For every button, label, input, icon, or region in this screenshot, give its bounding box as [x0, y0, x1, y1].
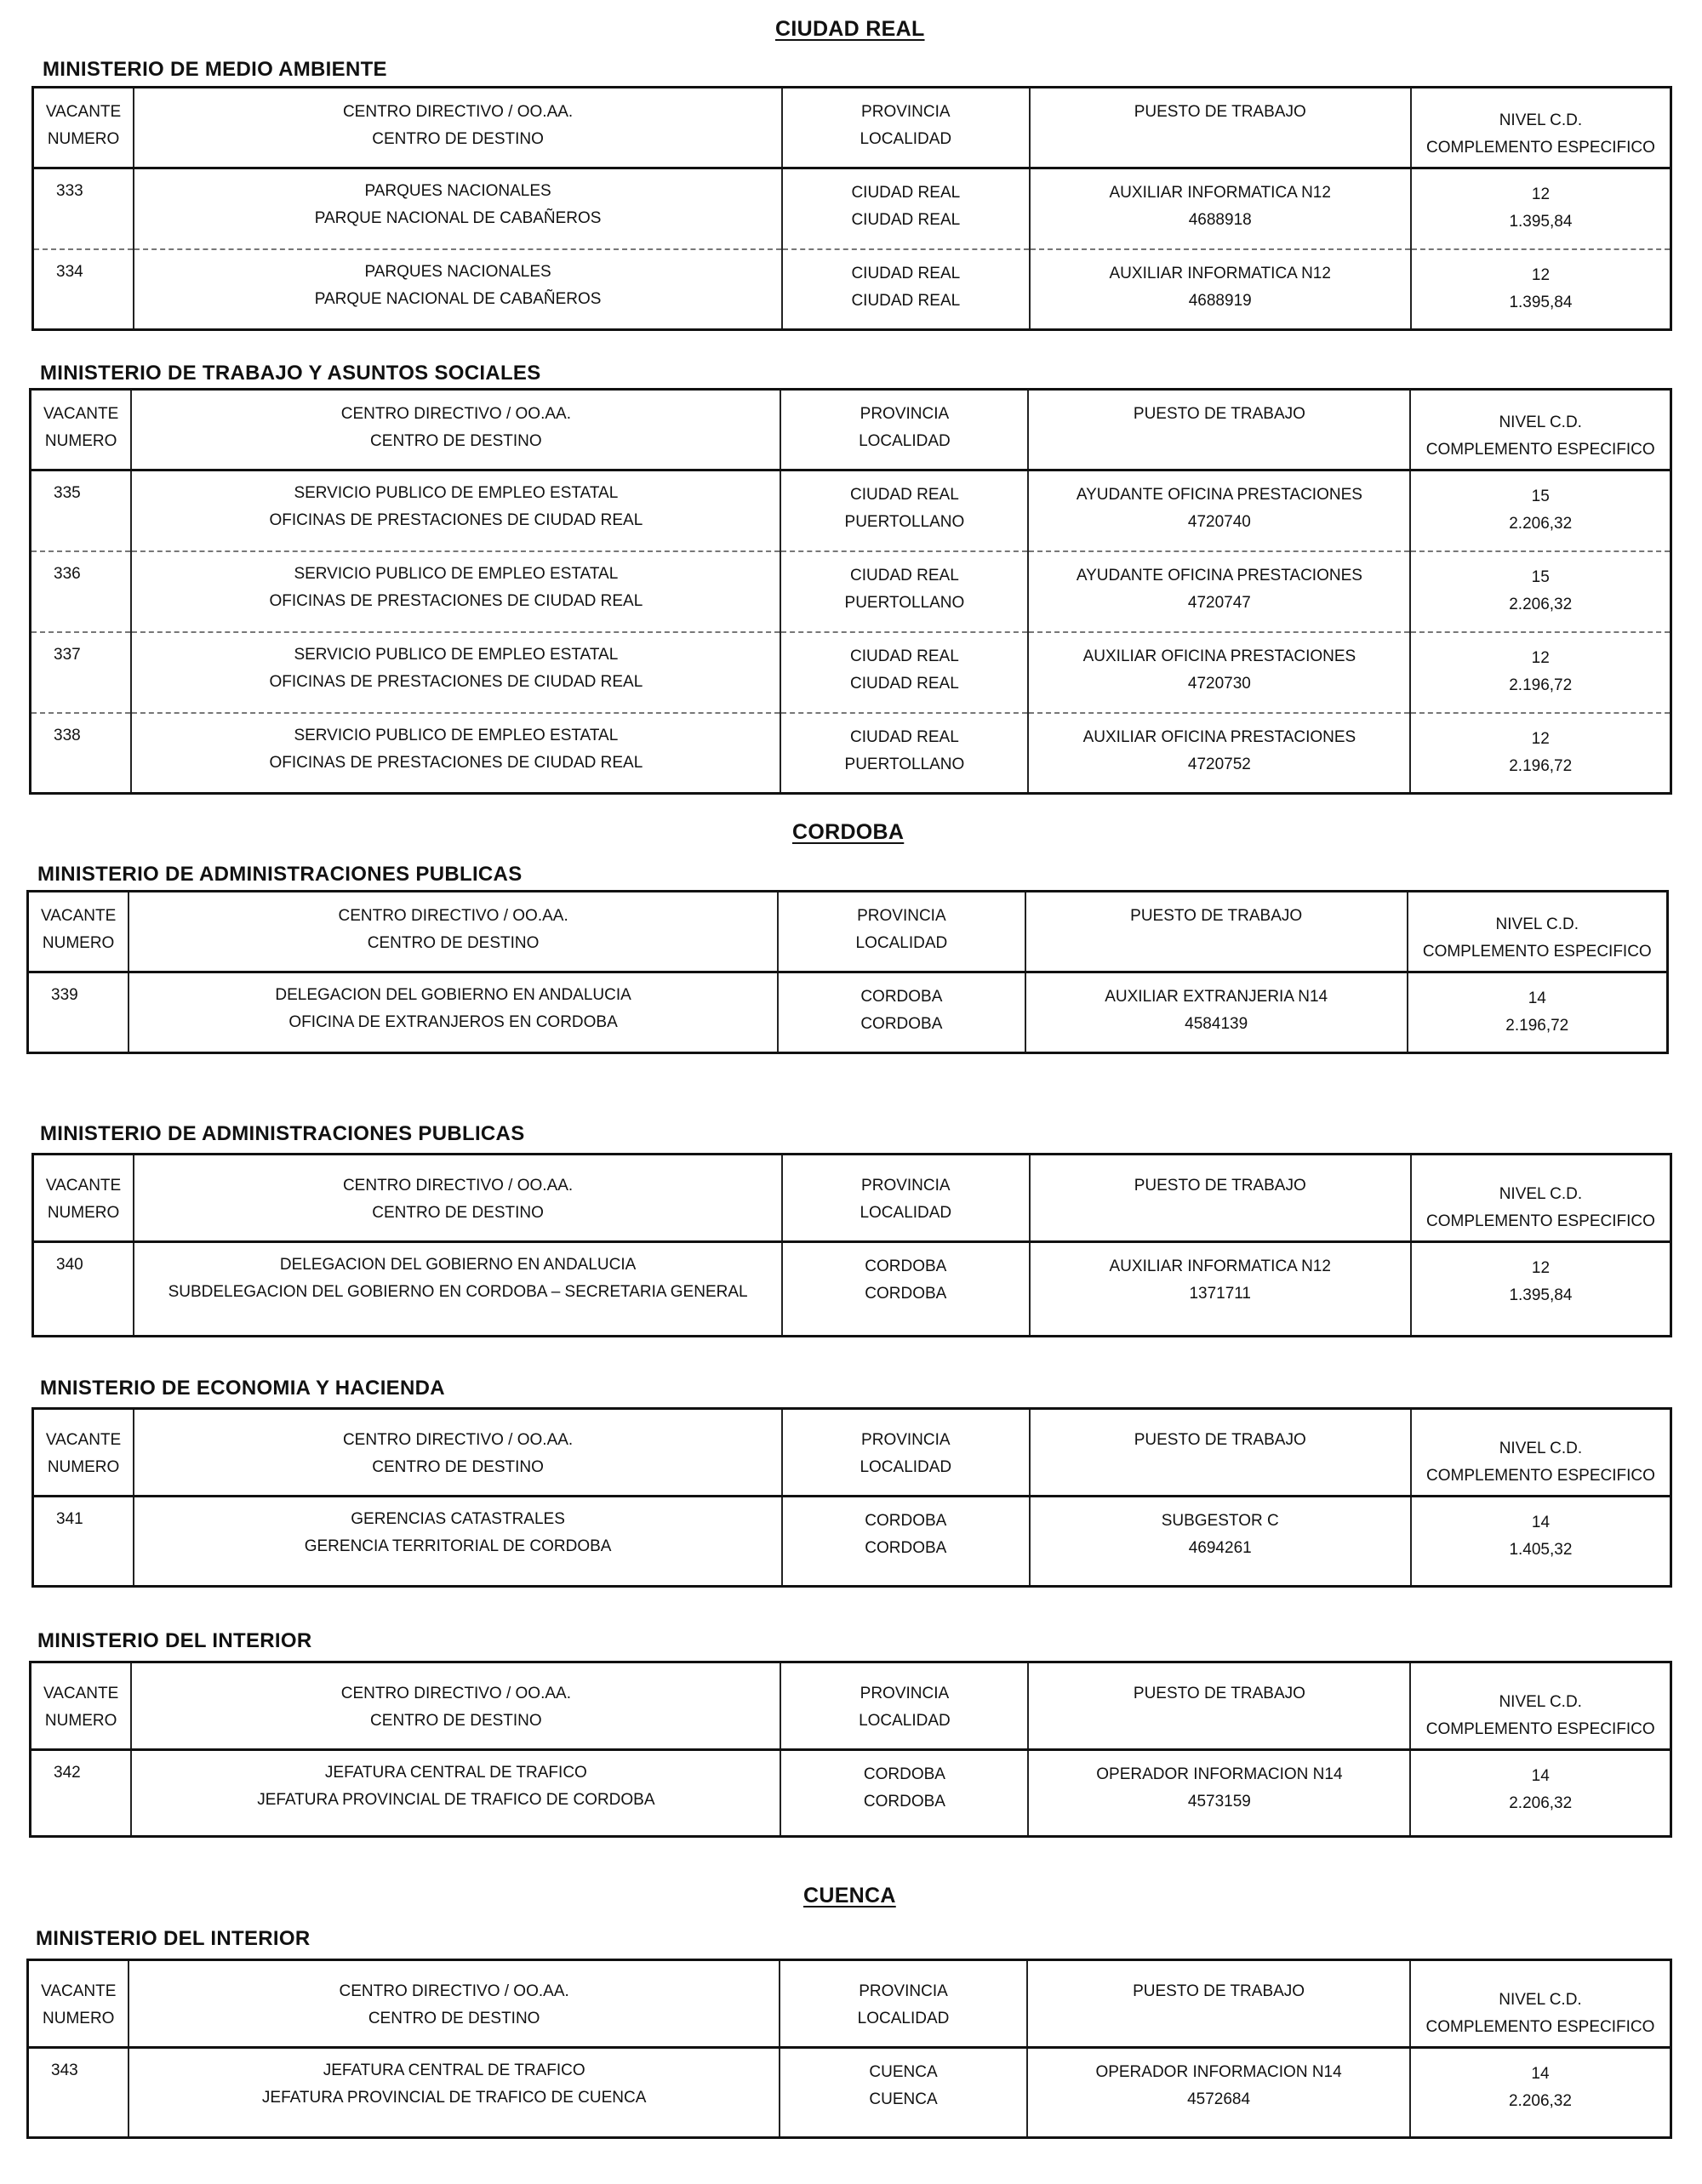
cell-destino: JEFATURA PROVINCIAL DE TRAFICO DE CUENCA: [261, 2089, 647, 2107]
cell-puesto: [1028, 713, 1410, 794]
cell-destino: SUBDELEGACION DEL GOBIERNO EN CORDOBA – SECRETARIA GENERAL: [168, 1283, 748, 1301]
vacancy-table: [26, 890, 1669, 1054]
cell-complemento: 2.206,32: [1509, 595, 1573, 613]
cell-localidad: CUENCA: [869, 2090, 938, 2108]
header-label: VACANTE: [45, 103, 122, 121]
cell-provincia: CIUDAD REAL: [850, 727, 959, 746]
header-label: PUESTO DE TRABAJO: [1134, 1177, 1306, 1195]
cell-centro: GERENCIAS CATASTRALES: [351, 1510, 565, 1528]
header-cell-centro: [129, 892, 778, 972]
cell-provincia: CORDOBA: [865, 1257, 947, 1275]
cell-puesto: AUXILIAR INFORMATICA N12: [1109, 184, 1331, 202]
header-label: NIVEL C.D.: [1499, 1440, 1583, 1457]
cell-puesto: [1030, 249, 1411, 330]
header-cell-puesto: [1030, 1409, 1411, 1497]
header-label: NUMERO: [42, 934, 115, 952]
cell-codigo: 1371711: [1189, 1285, 1251, 1303]
header-label: COMPLEMENTO ESPECIFICO: [1426, 139, 1655, 157]
header-label: CENTRO DE DESTINO: [370, 1712, 542, 1730]
cell-nivel: [1410, 1750, 1671, 1837]
header-label: PROVINCIA: [860, 1685, 950, 1702]
table-header-row: [31, 390, 1671, 470]
cell-provincia: [780, 551, 1028, 632]
cell-puesto: AUXILIAR EXTRANJERIA N14: [1105, 988, 1328, 1006]
header-cell-puesto: [1030, 1155, 1411, 1242]
header-label: LOCALIDAD: [860, 1204, 952, 1222]
cell-centro: SERVICIO PUBLICO DE EMPLEO ESTATAL: [294, 484, 619, 502]
header-cell-provincia: [782, 1155, 1030, 1242]
header-label: CENTRO DIRECTIVO / OO.AA.: [342, 1177, 574, 1195]
cell-codigo: 4573159: [1187, 1793, 1251, 1810]
header-label: VACANTE: [40, 907, 117, 925]
header-label: VACANTE: [43, 1685, 119, 1702]
header-label: CENTRO DE DESTINO: [370, 432, 542, 450]
cell-provincia: CUENCA: [869, 2063, 938, 2081]
cell-nivel: 12: [1531, 185, 1551, 203]
header-label: PROVINCIA: [861, 103, 951, 121]
header-cell-nivel: [1408, 892, 1668, 972]
cell-provincia: [778, 972, 1025, 1053]
cell-puesto: AUXILIAR OFICINA PRESTACIONES: [1082, 727, 1356, 746]
ministry-heading: MINISTERIO DEL INTERIOR: [36, 1927, 311, 1950]
city-heading-cordoba: CORDOBA: [792, 820, 905, 844]
cell-provincia: [780, 713, 1028, 794]
cell-numero: 334: [56, 262, 83, 281]
cell-puesto: AYUDANTE OFICINA PRESTACIONES: [1076, 486, 1362, 504]
table-row: [31, 632, 1671, 713]
cell-localidad: CORDOBA: [865, 1539, 947, 1557]
header-cell-vacante-numero: [28, 892, 129, 972]
table-row: [31, 470, 1671, 551]
cell-puesto: AYUDANTE OFICINA PRESTACIONES: [1076, 566, 1362, 584]
cell-vacante-numero: [28, 972, 129, 1053]
cell-nivel: [1410, 713, 1671, 794]
cell-complemento: 2.196,72: [1509, 676, 1573, 694]
cell-destino: JEFATURA PROVINCIAL DE TRAFICO DE CORDOBA: [257, 1791, 655, 1809]
table-row: [28, 2048, 1671, 2138]
header-label: COMPLEMENTO ESPECIFICO: [1425, 441, 1655, 459]
cell-localidad: CORDOBA: [860, 1015, 943, 1033]
table-header-row: [31, 1662, 1671, 1750]
cell-complemento: 2.206,32: [1508, 2092, 1572, 2110]
cell-complemento: 1.395,84: [1509, 1286, 1573, 1304]
cell-puesto: SUBGESTOR C: [1161, 1512, 1279, 1530]
cell-destino: OFICINAS DE PRESTACIONES DE CIUDAD REAL: [269, 753, 643, 772]
header-label: PROVINCIA: [861, 1431, 951, 1449]
header-cell-nivel: [1410, 1960, 1671, 2048]
header-label: PUESTO DE TRABAJO: [1134, 1431, 1306, 1449]
cell-vacante-numero: [28, 2048, 129, 2138]
vacancy-table: [26, 1959, 1672, 2139]
cell-centro: DELEGACION DEL GOBIERNO EN ANDALUCIA: [279, 1256, 637, 1274]
header-label: LOCALIDAD: [857, 2010, 950, 2027]
cell-numero: 343: [51, 2061, 78, 2079]
cell-nivel: 14: [1531, 1767, 1550, 1785]
cell-nivel: [1410, 632, 1671, 713]
header-cell-provincia: [782, 88, 1030, 168]
header-label: CENTRO DIRECTIVO / OO.AA.: [340, 1685, 571, 1702]
cell-centro: PARQUES NACIONALES: [364, 182, 551, 200]
header-label: CENTRO DIRECTIVO / OO.AA.: [342, 1431, 574, 1449]
cell-destino: PARQUE NACIONAL DE CABAÑEROS: [314, 209, 602, 227]
table-row: [28, 972, 1668, 1053]
cell-vacante-numero: [31, 1750, 132, 1837]
header-label: NIVEL C.D.: [1499, 1991, 1582, 2009]
header-cell-vacante-numero: [31, 390, 132, 470]
cell-localidad: PUERTOLLANO: [844, 513, 965, 531]
cell-centro: [131, 1750, 780, 1837]
cell-provincia: CIUDAD REAL: [851, 184, 961, 202]
header-label: NUMERO: [44, 432, 117, 450]
cell-numero: 338: [54, 726, 81, 744]
cell-puesto: [1028, 551, 1410, 632]
header-label: LOCALIDAD: [859, 432, 951, 450]
header-label: PROVINCIA: [860, 405, 950, 423]
cell-centro: [134, 249, 782, 330]
cell-nivel: 14: [1531, 2065, 1550, 2083]
ministry-heading: MINISTERIO DE ADMINISTRACIONES PUBLICAS: [40, 1122, 525, 1145]
header-cell-puesto: [1028, 1662, 1410, 1750]
table-row: [31, 1750, 1671, 1837]
cell-codigo: 4720752: [1187, 755, 1251, 773]
cell-localidad: CORDOBA: [863, 1793, 945, 1810]
cell-provincia: CIUDAD REAL: [850, 566, 959, 584]
header-label: COMPLEMENTO ESPECIFICO: [1425, 1720, 1655, 1738]
table-header-row: [33, 1155, 1671, 1242]
table-row: [31, 551, 1671, 632]
header-label: CENTRO DE DESTINO: [372, 1204, 544, 1222]
cell-centro: [134, 168, 782, 249]
header-label: PROVINCIA: [857, 907, 946, 925]
cell-provincia: CORDOBA: [860, 988, 943, 1006]
cell-centro: PARQUES NACIONALES: [364, 262, 551, 281]
header-label: CENTRO DIRECTIVO / OO.AA.: [338, 907, 568, 925]
header-label: NIVEL C.D.: [1499, 111, 1583, 129]
cell-centro: JEFATURA CENTRAL DE TRAFICO: [324, 1764, 587, 1782]
header-label: VACANTE: [41, 1982, 117, 2000]
header-label: LOCALIDAD: [859, 1712, 951, 1730]
cell-vacante-numero: [31, 713, 132, 794]
header-label: LOCALIDAD: [860, 130, 952, 148]
cell-vacante-numero: [31, 551, 132, 632]
header-cell-vacante-numero: [33, 88, 134, 168]
header-cell-vacante-numero: [28, 1960, 129, 2048]
cell-numero: 333: [56, 182, 83, 200]
cell-complemento: 2.196,72: [1505, 1017, 1569, 1035]
cell-nivel: 15: [1531, 488, 1550, 505]
header-label: CENTRO DE DESTINO: [372, 130, 544, 148]
header-cell-centro: [134, 88, 782, 168]
header-label: NIVEL C.D.: [1495, 915, 1579, 933]
cell-puesto: [1027, 2048, 1410, 2138]
cell-nivel: 15: [1531, 567, 1550, 586]
header-label: LOCALIDAD: [855, 934, 948, 952]
header-cell-vacante-numero: [33, 1409, 134, 1497]
header-cell-puesto: [1028, 390, 1410, 470]
header-label: CENTRO DIRECTIVO / OO.AA.: [342, 103, 574, 121]
table-header-row: [33, 88, 1671, 168]
header-cell-provincia: [780, 390, 1028, 470]
cell-codigo: 4688918: [1188, 211, 1252, 229]
table-header-row: [28, 892, 1668, 972]
cell-numero: 342: [54, 1764, 81, 1782]
cell-nivel: [1410, 551, 1671, 632]
cell-puesto: AUXILIAR OFICINA PRESTACIONES: [1082, 647, 1356, 665]
cell-provincia: CIUDAD REAL: [851, 264, 961, 282]
header-label: COMPLEMENTO ESPECIFICO: [1425, 2018, 1655, 2036]
header-cell-provincia: [782, 1409, 1030, 1497]
header-cell-nivel: [1410, 1662, 1671, 1750]
cell-codigo: 4720740: [1187, 513, 1251, 531]
cell-nivel: [1410, 2048, 1671, 2138]
header-label: VACANTE: [43, 405, 119, 423]
cell-centro: JEFATURA CENTRAL DE TRAFICO: [323, 2061, 585, 2079]
cell-complemento: 2.206,32: [1509, 515, 1573, 533]
cell-nivel: 14: [1528, 989, 1546, 1007]
header-label: NUMERO: [43, 2010, 115, 2027]
cell-provincia: [782, 249, 1030, 330]
cell-localidad: CORDOBA: [865, 1285, 947, 1303]
table-header-row: [33, 1409, 1671, 1497]
cell-localidad: CIUDAD REAL: [850, 674, 959, 693]
table-row: [33, 1497, 1671, 1587]
cell-puesto: [1025, 972, 1408, 1053]
cell-nivel: [1411, 249, 1671, 330]
cell-destino: OFICINAS DE PRESTACIONES DE CIUDAD REAL: [269, 672, 643, 691]
cell-numero: 337: [54, 645, 81, 664]
cell-vacante-numero: [31, 632, 132, 713]
cell-nivel: 12: [1531, 265, 1551, 284]
header-label: CENTRO DE DESTINO: [367, 934, 540, 952]
vacancy-table: [29, 1661, 1672, 1838]
vacancy-table: [31, 86, 1672, 331]
cell-centro: [129, 972, 778, 1053]
vacancy-table: [29, 388, 1672, 795]
cell-centro: [131, 632, 780, 713]
header-label: COMPLEMENTO ESPECIFICO: [1426, 1212, 1655, 1230]
header-label: CENTRO DIRECTIVO / OO.AA.: [340, 405, 571, 423]
cell-centro: [134, 1497, 782, 1587]
header-cell-nivel: [1410, 390, 1671, 470]
ministry-heading: MINISTERIO DE TRABAJO Y ASUNTOS SOCIALES: [40, 362, 541, 385]
cell-puesto: AUXILIAR INFORMATICA N12: [1109, 1257, 1331, 1275]
header-cell-puesto: [1030, 88, 1411, 168]
header-label: PUESTO DE TRABAJO: [1133, 405, 1305, 423]
header-label: NIVEL C.D.: [1499, 1185, 1583, 1203]
cell-codigo: 4688919: [1188, 291, 1252, 310]
ministry-heading: MINISTERIO DEL INTERIOR: [37, 1629, 312, 1652]
cell-localidad: CIUDAD REAL: [851, 211, 961, 229]
header-label: CENTRO DIRECTIVO / OO.AA.: [339, 1982, 569, 2000]
cell-provincia: CIUDAD REAL: [850, 486, 959, 504]
cell-codigo: 4720730: [1187, 674, 1251, 693]
cell-centro: SERVICIO PUBLICO DE EMPLEO ESTATAL: [294, 726, 619, 744]
cell-provincia: [780, 1750, 1028, 1837]
cell-provincia: [780, 2048, 1027, 2138]
header-label: NIVEL C.D.: [1499, 1693, 1582, 1711]
header-cell-centro: [134, 1155, 782, 1242]
cell-complemento: 2.206,32: [1509, 1794, 1573, 1812]
cell-centro: [131, 470, 780, 551]
cell-provincia: [782, 1497, 1030, 1587]
header-cell-centro: [131, 390, 780, 470]
cell-puesto: [1028, 1750, 1410, 1837]
cell-numero: 336: [54, 564, 81, 583]
cell-vacante-numero: [33, 168, 134, 249]
cell-codigo: 4694261: [1188, 1539, 1252, 1557]
cell-centro: [131, 551, 780, 632]
cell-vacante-numero: [33, 249, 134, 330]
cell-numero: 335: [54, 484, 81, 502]
cell-nivel: [1408, 972, 1668, 1053]
cell-complemento: 1.395,84: [1509, 293, 1573, 311]
cell-nivel: 12: [1531, 648, 1550, 667]
cell-codigo: 4720747: [1187, 593, 1251, 612]
cell-puesto: [1028, 632, 1410, 713]
cell-provincia: [782, 168, 1030, 249]
cell-destino: OFICINAS DE PRESTACIONES DE CIUDAD REAL: [269, 591, 643, 610]
header-cell-vacante-numero: [31, 1662, 132, 1750]
cell-puesto: AUXILIAR INFORMATICA N12: [1109, 264, 1331, 282]
header-label: COMPLEMENTO ESPECIFICO: [1422, 943, 1652, 961]
header-cell-provincia: [780, 1662, 1028, 1750]
header-cell-centro: [129, 1960, 779, 2048]
cell-vacante-numero: [33, 1242, 134, 1337]
cell-provincia: CORDOBA: [865, 1512, 947, 1530]
cell-provincia: CORDOBA: [863, 1765, 945, 1783]
cell-complemento: 1.405,32: [1509, 1541, 1573, 1559]
cell-nivel: [1411, 168, 1671, 249]
header-label: CENTRO DE DESTINO: [368, 2010, 540, 2027]
cell-nivel: 12: [1531, 1259, 1551, 1277]
table-header-row: [28, 1960, 1671, 2048]
cell-localidad: CIUDAD REAL: [851, 291, 961, 310]
header-cell-puesto: [1025, 892, 1408, 972]
cell-localidad: PUERTOLLANO: [844, 593, 965, 612]
header-label: NUMERO: [47, 1458, 120, 1476]
cell-codigo: 4584139: [1185, 1015, 1248, 1033]
cell-numero: 339: [51, 986, 78, 1004]
cell-destino: OFICINA DE EXTRANJEROS EN CORDOBA: [288, 1013, 618, 1031]
table-row: [33, 168, 1671, 249]
city-heading-ciudad-real: CIUDAD REAL: [775, 17, 925, 41]
header-cell-centro: [134, 1409, 782, 1497]
header-label: NUMERO: [44, 1712, 117, 1730]
ministry-heading: MINISTERIO DE ADMINISTRACIONES PUBLICAS: [37, 863, 523, 886]
cell-nivel: [1411, 1497, 1671, 1587]
cell-destino: OFICINAS DE PRESTACIONES DE CIUDAD REAL: [269, 511, 643, 529]
header-label: NIVEL C.D.: [1499, 413, 1582, 431]
cell-numero: 340: [56, 1256, 83, 1274]
cell-nivel: [1411, 1242, 1671, 1337]
header-label: VACANTE: [45, 1177, 122, 1195]
cell-complemento: 1.395,84: [1509, 213, 1573, 231]
cell-nivel: [1410, 470, 1671, 551]
cell-centro: DELEGACION DEL GOBIERNO EN ANDALUCIA: [275, 986, 631, 1004]
vacancy-table: [31, 1407, 1672, 1588]
header-label: LOCALIDAD: [860, 1458, 952, 1476]
cell-puesto: [1028, 470, 1410, 551]
cell-puesto: OPERADOR INFORMACION N14: [1095, 2063, 1342, 2081]
header-label: PUESTO DE TRABAJO: [1130, 907, 1303, 925]
header-cell-centro: [131, 1662, 780, 1750]
cell-vacante-numero: [33, 1497, 134, 1587]
cell-provincia: [780, 470, 1028, 551]
cell-numero: 341: [56, 1510, 83, 1528]
header-label: PROVINCIA: [859, 1982, 948, 2000]
table-row: [33, 1242, 1671, 1337]
cell-centro: [131, 713, 780, 794]
cell-puesto: [1030, 168, 1411, 249]
header-label: COMPLEMENTO ESPECIFICO: [1426, 1467, 1655, 1485]
cell-puesto: [1030, 1497, 1411, 1587]
header-label: PROVINCIA: [861, 1177, 951, 1195]
cell-centro: [129, 2048, 779, 2138]
header-cell-provincia: [780, 1960, 1027, 2048]
table-row: [31, 713, 1671, 794]
header-cell-nivel: [1411, 1155, 1671, 1242]
cell-destino: PARQUE NACIONAL DE CABAÑEROS: [314, 289, 602, 308]
header-label: PUESTO DE TRABAJO: [1134, 103, 1306, 121]
cell-localidad: PUERTOLLANO: [844, 755, 965, 773]
cell-puesto: [1030, 1242, 1411, 1337]
vacancy-table: [31, 1153, 1672, 1337]
cell-centro: SERVICIO PUBLICO DE EMPLEO ESTATAL: [294, 645, 619, 664]
cell-centro: [134, 1242, 782, 1337]
ministry-heading: MINISTERIO DE MEDIO AMBIENTE: [43, 58, 387, 81]
header-label: NUMERO: [47, 130, 120, 148]
header-label: PUESTO DE TRABAJO: [1133, 1982, 1305, 2000]
cell-provincia: [782, 1242, 1030, 1337]
cell-provincia: CIUDAD REAL: [850, 647, 959, 665]
table-row: [33, 249, 1671, 330]
cell-codigo: 4572684: [1187, 2090, 1251, 2108]
header-label: PUESTO DE TRABAJO: [1133, 1685, 1305, 1702]
header-cell-puesto: [1027, 1960, 1410, 2048]
cell-complemento: 2.196,72: [1509, 756, 1573, 775]
header-cell-nivel: [1411, 88, 1671, 168]
header-label: VACANTE: [45, 1431, 122, 1449]
header-cell-provincia: [778, 892, 1025, 972]
cell-nivel: 12: [1531, 729, 1550, 748]
header-cell-nivel: [1411, 1409, 1671, 1497]
header-label: NUMERO: [47, 1204, 120, 1222]
header-cell-vacante-numero: [33, 1155, 134, 1242]
ministry-heading: MNISTERIO DE ECONOMIA Y HACIENDA: [40, 1377, 445, 1400]
header-label: CENTRO DE DESTINO: [372, 1458, 544, 1476]
cell-destino: GERENCIA TERRITORIAL DE CORDOBA: [304, 1537, 612, 1555]
cell-puesto: OPERADOR INFORMACION N14: [1096, 1765, 1343, 1783]
cell-nivel: 14: [1531, 1514, 1551, 1531]
cell-provincia: [780, 632, 1028, 713]
cell-centro: SERVICIO PUBLICO DE EMPLEO ESTATAL: [294, 564, 619, 583]
cell-vacante-numero: [31, 470, 132, 551]
city-heading-cuenca: CUENCA: [803, 1884, 896, 1907]
